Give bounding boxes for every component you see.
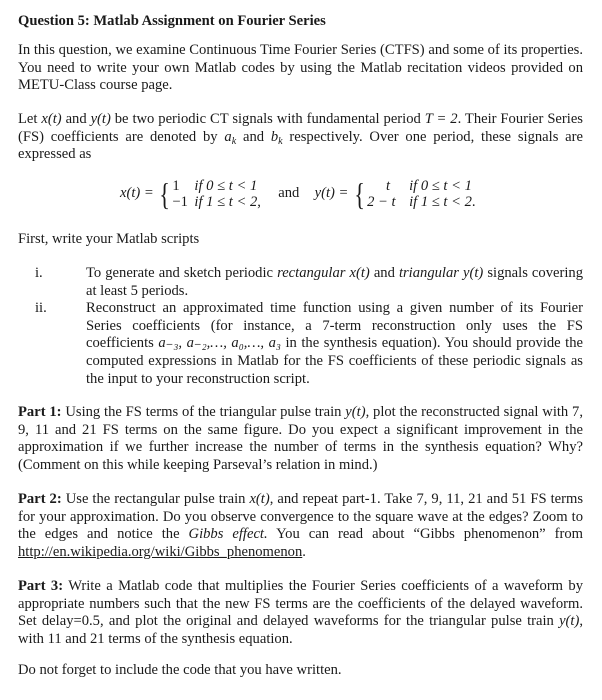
setup-paragraph: Let x(t) and y(t) be two periodic CT signals with fundamental period T = 2. Their Fourier Series (FS) coefficients are denoted by $a_k$ and $b_k$ respectively. Over one period, these signals are expressed as: [18, 111, 583, 163]
x-left-brace: {: [159, 176, 171, 212]
first-write-heading: First, write your Matlab scripts: [18, 231, 200, 247]
task-list: [18, 265, 583, 388]
gibbs-wikipedia-link[interactable]: http://en.wikipedia.org/wiki/Gibbs_phenomenon: [18, 543, 303, 560]
part1-label: Part 1:: [18, 404, 62, 420]
list-item: [18, 265, 583, 300]
y-equation-lhs: y(t) =: [314, 185, 349, 202]
question-title: Question 5: Matlab Assignment on Fourier Series: [18, 13, 326, 29]
x-equation-lhs: x(t) =: [120, 185, 154, 202]
y-left-brace: {: [354, 176, 366, 212]
part3-paragraph: Part 3: Write a Matlab code that multiplies the Fourier Series coefficients of a waveform by appropriate numbers such that the new FS terms are the coefficients of the delayed waveform. Set delay=0.5, and plot the original and delayed waveforms for the triangular pulse train y(t), with 11 and 21 terms of the synthesis equation.: [18, 578, 584, 647]
equation-and-label: and: [278, 185, 300, 202]
part1-paragraph: Part 1: Using the FS terms of the triangular pulse train y(t), plot the reconstructed signal with 7, 9, 11 and 21 FS terms on the same figure. Do you expect a significant improvement in the approximation if we further increase the number of terms in the synthesis equation? Why? (Comment on this while keeping Parseval’s relation in mind.): [18, 404, 583, 473]
x-cases: 1 if 0 ≤ t < 1 −1 if 1 ≤ t < 2,: [172, 178, 261, 210]
part3-label: Part 3:: [18, 578, 64, 594]
list-item: [18, 300, 583, 388]
list-item-text: To generate and sketch periodic rectangular x(t) and triangular y(t) signals covering at least 5 periods.: [86, 265, 583, 299]
signal-equations: [120, 178, 476, 212]
list-item-text: Reconstruct an approximated time function using a given number of its Fourier Series coefficients (for instance, a 7-term reconstruction only uses the FS coefficients a₋₃, a₋₂,…, a₀,…, a₃ in the synthesis equation). You should provide the computed expressions in Matlab for the FS coefficients of these periodic signals as the input to your reconstruction script.: [86, 300, 584, 387]
intro-paragraph: In this question, we examine Continuous Time Fourier Series (CTFS) and some of its properties. You need to write your own Matlab codes by using the Matlab recitation videos provided on METU-Class course page.: [18, 42, 583, 94]
closing-note: Do not forget to include the code that you have written.: [18, 662, 342, 678]
y-cases: t if 0 ≤ t < 1 2 − t if 1 ≤ t < 2.: [367, 178, 476, 210]
part2-label: Part 2:: [18, 491, 62, 507]
part2-paragraph: Part 2: Use the rectangular pulse train x(t), and repeat part-1. Take 7, 9, 11, 21 and 51 FS terms for your approximation. Do you observe convergence to the square wave at the edges? Zoom to the edges and notice the Gibbs effect. You can read about “Gibbs phenomenon” from http://en.wikipedia.org/wiki/Gibbs_phenomenon.: [18, 491, 584, 560]
list-marker: ii.: [35, 300, 47, 317]
list-marker: i.: [35, 265, 43, 281]
